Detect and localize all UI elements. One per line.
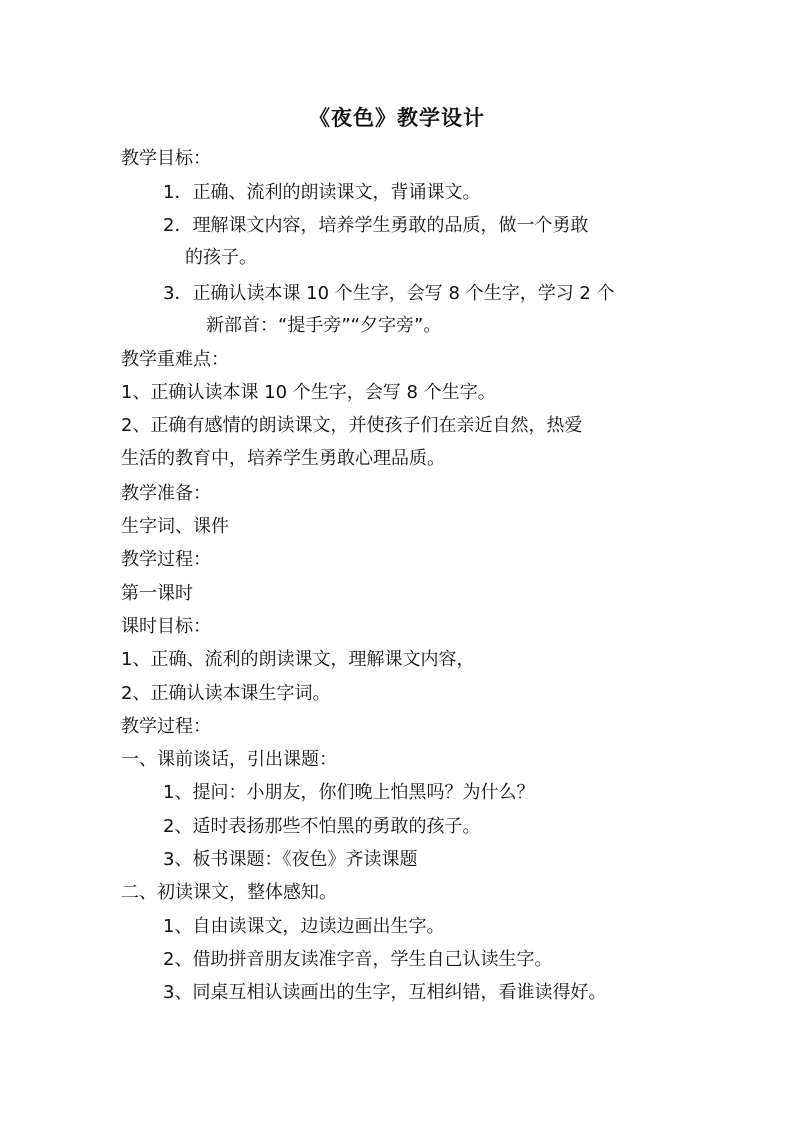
step-2-3: 3、同桌互相认读画出的生字，互相纠错，看谁读得好。: [163, 982, 607, 1003]
key-point-2: 2、正确有感情的朗读课文，并使孩子们在亲近自然，热爱: [121, 415, 583, 436]
step-2: 二、初读课文，整体感知。: [121, 882, 337, 903]
step-2-1: 1、自由读课文，边读边画出生字。: [163, 916, 445, 937]
document-title: 《夜色》教学设计: [309, 106, 485, 130]
preparation-items: 生字词、课件: [121, 516, 229, 537]
goal-item-2: 2．理解课文内容，培养学生勇敢的品质，做一个勇敢: [163, 215, 589, 236]
step-2-2: 2、借助拼音朋友读准字音，学生自己认读生字。: [163, 949, 553, 970]
step-1: 一、课前谈话，引出课题：: [121, 749, 337, 770]
goal-item-1: 1．正确、流利的朗读课文，背诵课文。: [163, 182, 481, 203]
step-1-3: 3、板书课题：《夜色》齐读课题: [163, 849, 418, 870]
preparation-heading: 教学准备：: [121, 483, 211, 504]
lesson-goal-2: 2、正确认读本课生字词。: [121, 683, 331, 704]
lesson-goal-1: 1、正确、流利的朗读课文，理解课文内容，: [121, 649, 475, 670]
key-point-2-cont: 生活的教育中，培养学生勇敢心理品质。: [121, 448, 445, 469]
goal-item-3: 3．正确认读本课 10 个生字，会写 8 个生字，学习 2 个: [163, 283, 615, 304]
key-points-heading: 教学重难点：: [121, 349, 229, 370]
process-heading-2: 教学过程：: [121, 716, 211, 737]
goal-item-3-cont: 新部首：“提手旁”“夕字旁”。: [206, 315, 442, 336]
goal-item-2-cont: 的孩子。: [185, 247, 257, 268]
goals-heading: 教学目标：: [121, 148, 211, 169]
lesson-goals-heading: 课时目标：: [121, 616, 211, 637]
key-point-1: 1、正确认读本课 10 个生字，会写 8 个生字。: [121, 382, 496, 403]
step-1-2: 2、适时表扬那些不怕黑的勇敢的孩子。: [163, 816, 481, 837]
step-1-1: 1、提问：小朋友，你们晚上怕黑吗？为什么？: [163, 782, 535, 803]
process-heading: 教学过程：: [121, 549, 211, 570]
lesson-label: 第一课时: [121, 583, 193, 604]
